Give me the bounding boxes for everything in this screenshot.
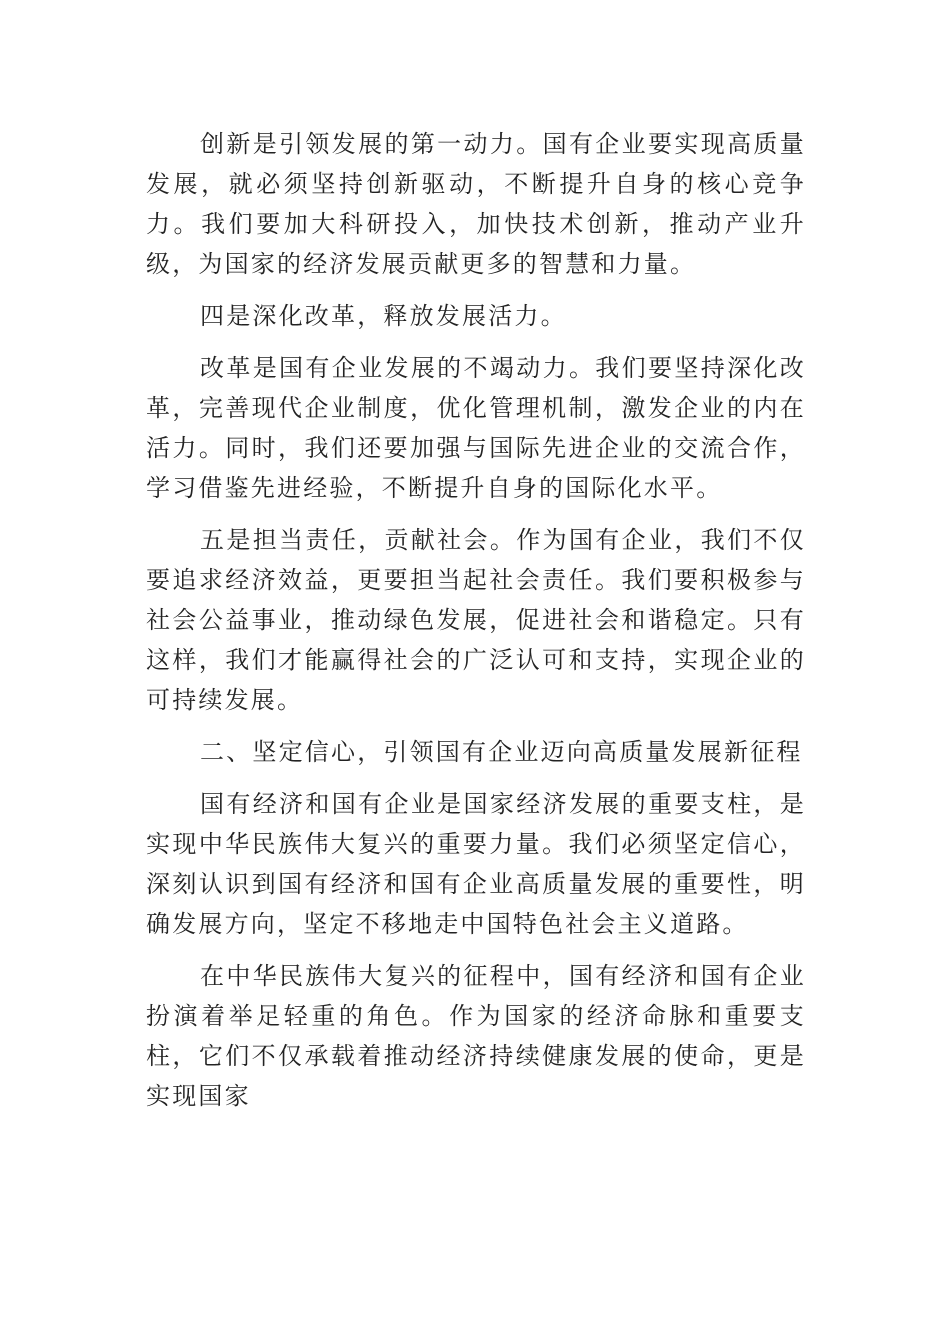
paragraph-reform: 改革是国有企业发展的不竭动力。我们要坚持深化改革，完善现代企业制度，优化管理机制，激发企业的内在活力。同时，我们还要加强与国际先进企业的交流合作，学习借鉴先进经验，不断提升自身的国际化水平。 [146, 354, 806, 502]
document-body [146, 124, 806, 1128]
paragraph-rejuvenation: 在中华民族伟大复兴的征程中，国有经济和国有企业扮演着举足轻重的角色。作为国家的经济命脉和重要支柱，它们不仅承载着推动经济持续健康发展的使命，更是实现国家 [146, 962, 806, 1110]
paragraph-responsibility: 五是担当责任，贡献社会。作为国有企业，我们不仅要追求经济效益，更要担当起社会责任。我们要积极参与社会公益事业，推动绿色发展，促进社会和谐稳定。只有这样，我们才能赢得社会的广泛认可和支持，实现企业的可持续发展。 [146, 526, 806, 714]
section-heading-confidence: 二、坚定信心，引领国有企业迈向高质量发展新征程 [200, 738, 803, 766]
paragraph-innovation: 创新是引领发展的第一动力。国有企业要实现高质量发展，就必须坚持创新驱动，不断提升自身的核心竞争力。我们要加大科研投入，加快技术创新，推动产业升级，为国家的经济发展贡献更多的智慧和力量。 [146, 130, 806, 278]
paragraph-state-economy: 国有经济和国有企业是国家经济发展的重要支柱，是实现中华民族伟大复兴的重要力量。我们必须坚定信心，深刻认识到国有经济和国有企业高质量发展的重要性，明确发展方向，坚定不移地走中国特色社会主义道路。 [146, 790, 806, 938]
section-heading-reform: 四是深化改革，释放发展活力。 [200, 302, 567, 330]
